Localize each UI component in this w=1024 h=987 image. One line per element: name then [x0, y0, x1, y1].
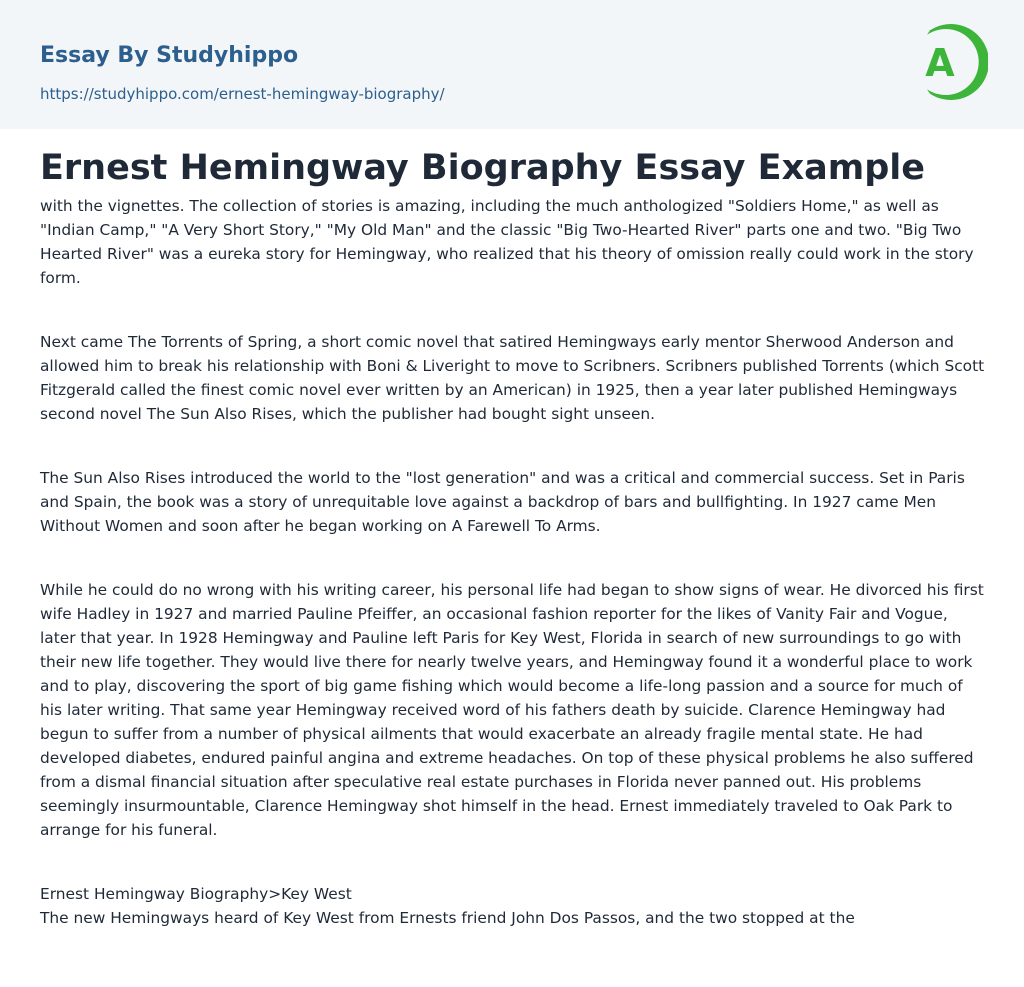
brand-title[interactable]: Essay By Studyhippo	[40, 43, 299, 68]
article-paragraph-2: Next came The Torrents of Spring, a short comic novel that satired Hemingways early mentor Sherwood Anderson and allowed him to break his relationship with Boni & Liveright to move to Scribners. Scribners published Torrents (which Scott Fitzgerald called the finest comic novel ever written by an American) in 1925, then a year later published Hemingways second novel The Sun Also Rises, which the publisher had bought sight unseen.	[40, 333, 985, 423]
article-paragraph-3: The Sun Also Rises introduced the world to the "lost generation" and was a critical and commercial success. Set in Paris and Spain, the book was a story of unrequitable love against a backdrop of bars and bullfighting. In 1927 came Men Without Women and soon after he began working on A Farewell To Arms.	[40, 469, 965, 535]
logo-letter: A	[925, 41, 955, 85]
article-paragraph-4: While he could do no wrong with his writing career, his personal life had began to show signs of wear. He divorced his first wife Hadley in 1927 and married Pauline Pfeiffer, an occasional fashion reporter for the likes of Vanity Fair and Vogue, later that year. In 1928 Hemingway and Pauline left Paris for Key West, Florida in search of new surroundings to go with their new life together. They would live there for nearly twelve years, and Hemingway found it a wonderful place to work and to play, discovering the sport of big game fishing which would become a life-long passion and a source for much of his later writing. That same year Hemingway received word of his fathers death by suicide. Clarence Hemingway had begun to suffer from a number of physical ailments that would exacerbate an already fragile mental state. He had developed diabetes, endured painful angina and extreme headaches. On top of these physical problems he also suffered from a dismal financial situation after speculative real estate purchases in Florida never panned out. His problems seemingly insurmountable, Clarence Hemingway shot himself in the head. Ernest immediately traveled to Oak Park to arrange for his funeral.	[40, 581, 984, 839]
article-title: Ernest Hemingway Biography Essay Example	[40, 148, 926, 188]
article-paragraph-1: with the vignettes. The collection of stories is amazing, including the much anthologized "Soldiers Home," as well as "Indian Camp," "A Very Short Story," "My Old Man" and the classic "Big Two-Hearted River" parts one and two. "Big Two Hearted River" was a eureka story for Hemingway, who realized that his theory of omission really could work in the story form.	[40, 197, 974, 287]
essay-url-link[interactable]: https://studyhippo.com/ernest-hemingway-biography/	[40, 85, 445, 103]
section-paragraph: The new Hemingways heard of Key West from Ernests friend John Dos Passos, and the two stopped at the	[40, 909, 855, 927]
site-header	[0, 0, 1024, 129]
studyhippo-logo-icon[interactable]	[912, 18, 988, 106]
section-heading: Ernest Hemingway Biography>Key West	[40, 885, 352, 903]
article-body	[40, 194, 988, 930]
